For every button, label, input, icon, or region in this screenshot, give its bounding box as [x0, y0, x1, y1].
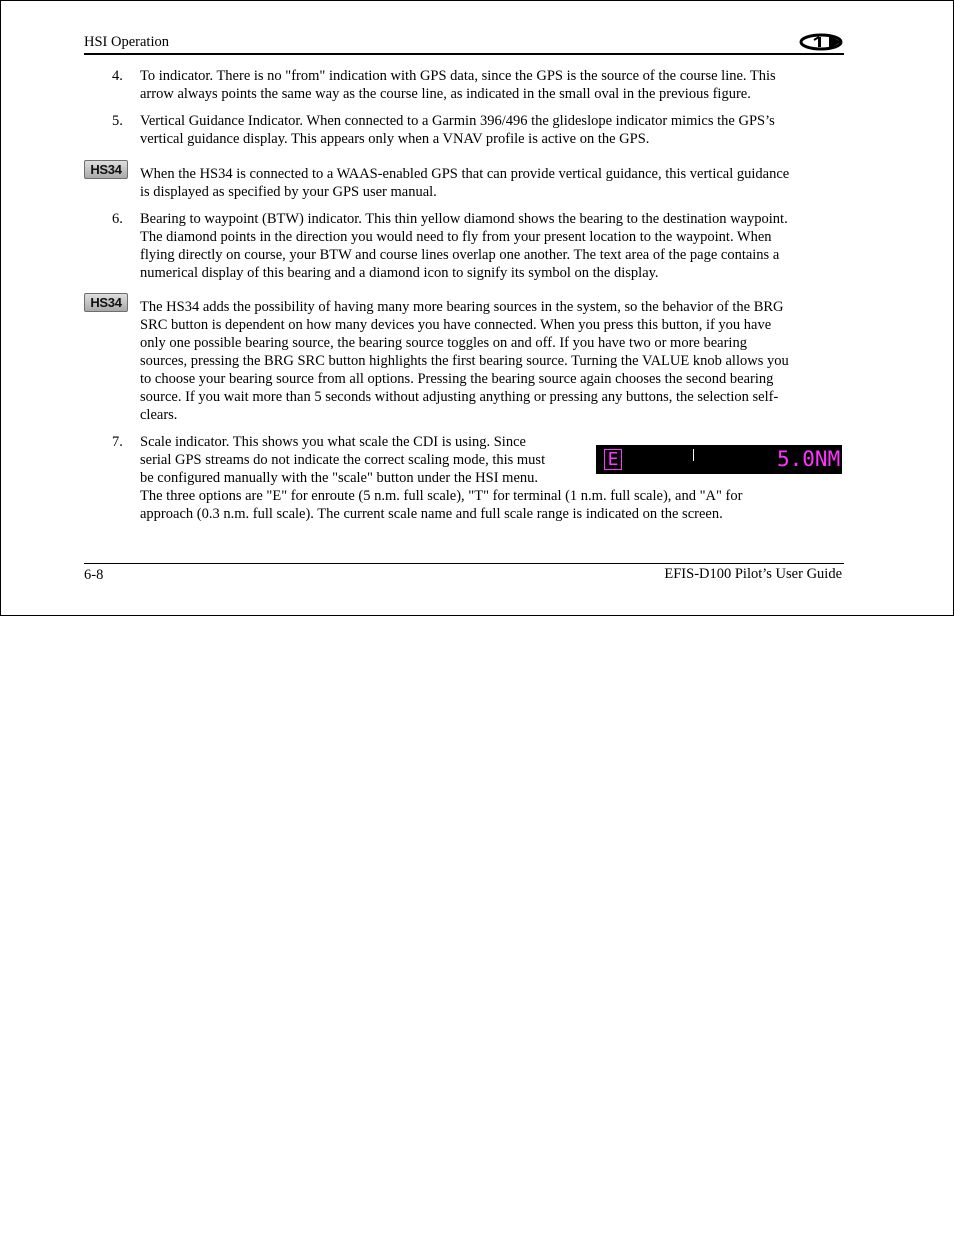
list-item-text: Vertical Guidance Indicator. When connected to a Garmin 396/496 the glideslope indicator mimics the GPS’s vertical guidance display. This appears only when a VNAV profile is active on the GPS. — [140, 113, 775, 147]
list-item-number: 5. — [112, 113, 123, 129]
scale-range-value: 5.0NM — [777, 447, 841, 471]
header-title: HSI Operation — [84, 34, 169, 50]
scale-mode-letter: E — [604, 449, 622, 470]
scale-tick-mark — [693, 449, 694, 461]
list-item-text: To indicator. There is no "from" indication with GPS data, since the GPS is the source of the course line. This arrow always points the same way as the course line, as indicated in the small oval in the previous figure. — [140, 68, 776, 102]
hs34-badge: HS34 — [84, 160, 128, 179]
dynon-logo-icon — [799, 32, 845, 52]
list-item-number: 4. — [112, 68, 123, 84]
scale-indicator-display — [596, 445, 842, 474]
list-item-text: Bearing to waypoint (BTW) indicator. This thin yellow diamond shows the bearing to the destination waypoint. The diamond points in the direction you would need to fly from your present location to the waypoint. When flying directly on course, your BTW and course lines overlap one another. The text area of the page contains a numerical display of this bearing and a diamond icon to signify its symbol on the display. — [140, 211, 788, 281]
hs34-badge: HS34 — [84, 293, 128, 312]
guide-title: EFIS-D100 Pilot’s User Guide — [664, 566, 842, 582]
list-item-text: Scale indicator. This shows you what scale the CDI is using. Since serial GPS streams do not indicate the correct scaling mode, this must be configured manually with the "scale" button under the HSI menu. The three options are "E" for enroute (5 n.m. full scale), "T" for terminal (1 n.m. full scale), and "A" for approach (0.3 n.m. full scale). The current scale name and full scale range is indicated on the screen. — [140, 434, 743, 522]
footer-rule — [84, 563, 844, 564]
hs34-note-text: The HS34 adds the possibility of having many more bearing sources in the system, so the behavior of the BRG SRC button is dependent on how many devices you have connected. When you press this button, if you have only one possible bearing source, the bearing source toggles on and off. If you have two or more bearing sources, pressing the BRG SRC button highlights the first bearing source. Turning the VALUE knob allows you to choose your bearing source from all options. Pressing the bearing source again chooses the second bearing source. If you wait more than 5 seconds without adjusting anything or pressing any buttons, the selection self- clears. — [140, 299, 789, 423]
header-rule — [84, 53, 844, 55]
page-number: 6-8 — [84, 567, 104, 583]
list-item-number: 7. — [112, 434, 123, 450]
hs34-note-text: When the HS34 is connected to a WAAS-enabled GPS that can provide vertical guidance, this vertical guidance is displayed as specified by your GPS user manual. — [140, 166, 790, 200]
list-item-number: 6. — [112, 211, 123, 227]
